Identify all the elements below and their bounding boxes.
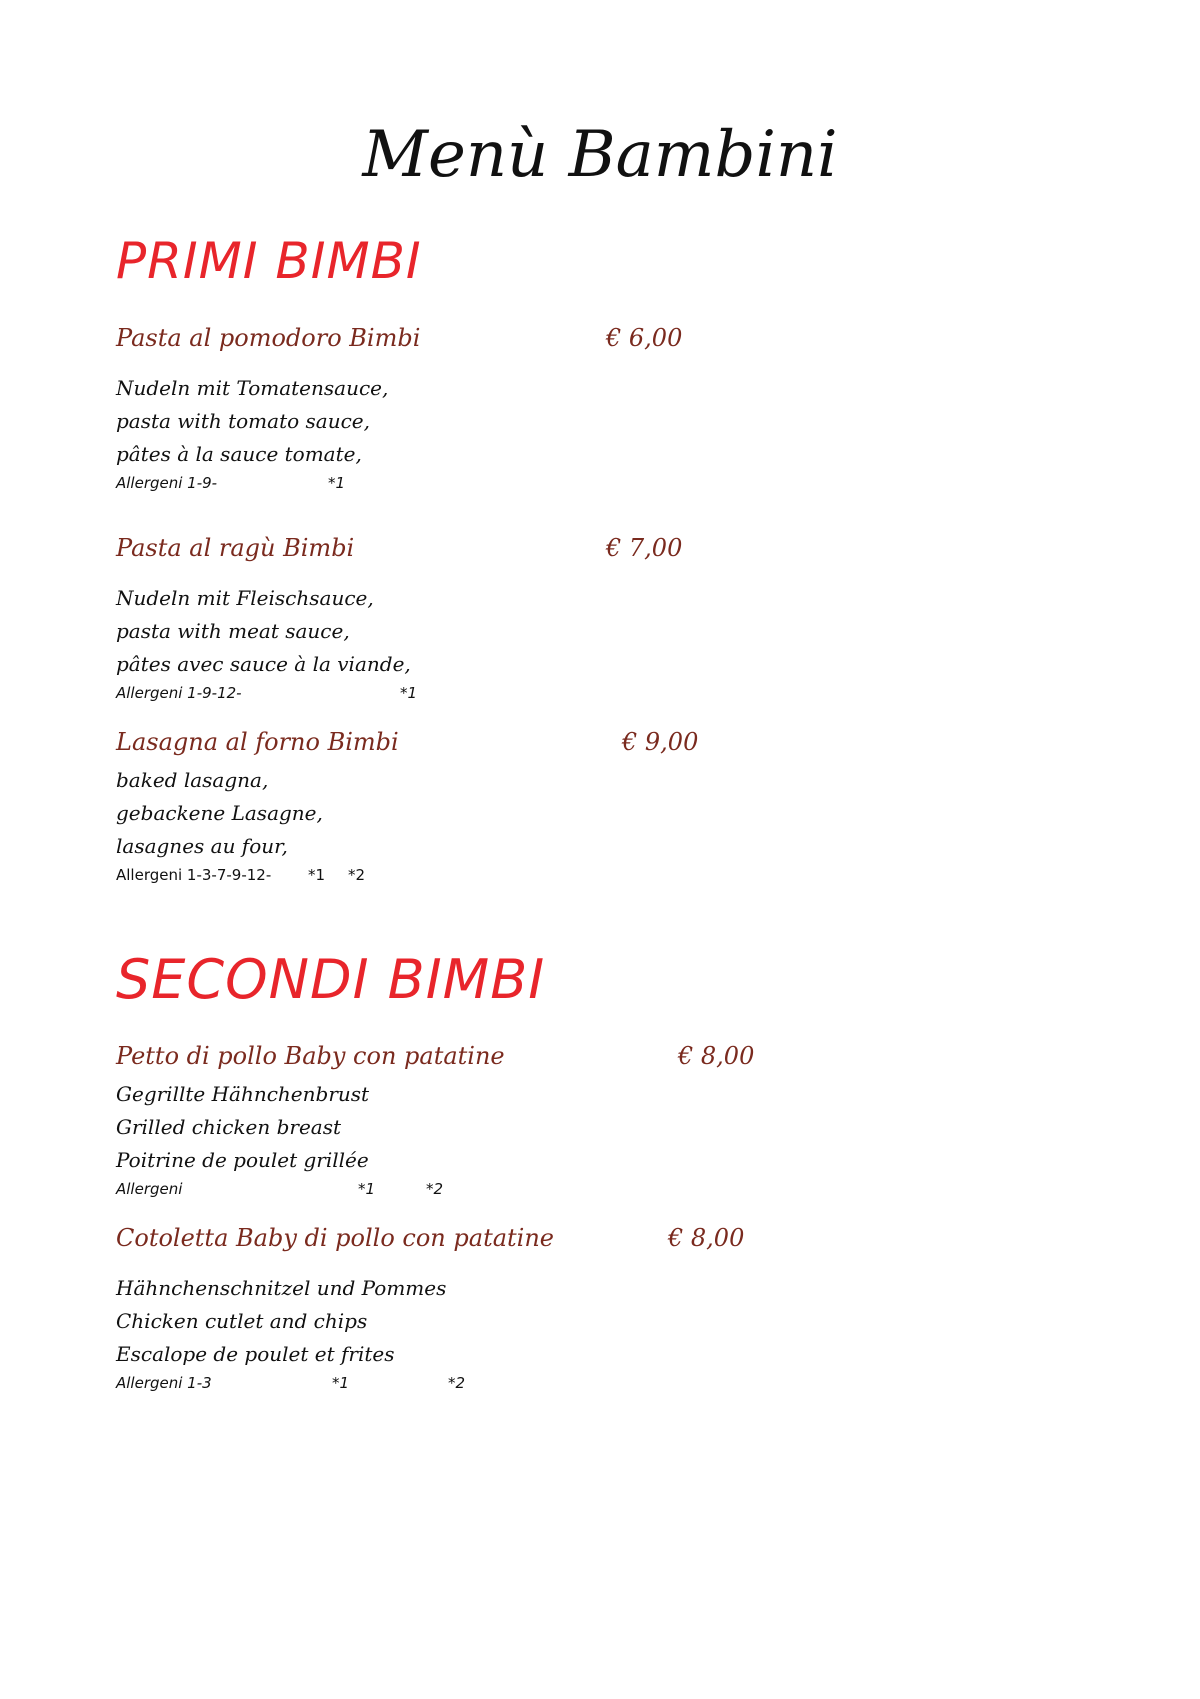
- allergen-marker: *1: [358, 1180, 376, 1198]
- item-price: € 8,00: [668, 1224, 745, 1252]
- item-price: € 8,00: [678, 1042, 755, 1070]
- section-heading-secondi: SECONDI BIMBI: [116, 948, 546, 1011]
- item-description: Chicken cutlet and chips: [116, 1309, 368, 1333]
- item-description: lasagnes au four,: [116, 834, 288, 858]
- allergen-marker: *1: [308, 866, 326, 884]
- item-name: Pasta al pomodoro Bimbi: [116, 324, 421, 352]
- item-price: € 7,00: [606, 534, 683, 562]
- item-name: Pasta al ragù Bimbi: [116, 534, 355, 562]
- item-name: Petto di pollo Baby con patatine: [116, 1042, 505, 1070]
- item-description: Poitrine de poulet grillée: [116, 1148, 369, 1172]
- item-description: Grilled chicken breast: [116, 1115, 342, 1139]
- item-description: pasta with meat sauce,: [116, 619, 350, 643]
- section-heading-primi: PRIMI BIMBI: [116, 232, 422, 290]
- item-allergens: Allergeni 1-9-: [116, 474, 218, 492]
- item-price: € 9,00: [622, 728, 699, 756]
- item-name: Lasagna al forno Bimbi: [116, 728, 399, 756]
- allergen-marker: *1: [328, 474, 346, 492]
- item-description: pâtes à la sauce tomate,: [116, 442, 362, 466]
- allergen-marker: *1: [332, 1374, 350, 1392]
- item-description: Escalope de poulet et frites: [116, 1342, 395, 1366]
- item-description: Gegrillte Hähnchenbrust: [116, 1082, 370, 1106]
- allergen-marker: *2: [348, 866, 366, 884]
- item-description: Nudeln mit Tomatensauce,: [116, 376, 389, 400]
- item-name: Cotoletta Baby di pollo con patatine: [116, 1224, 554, 1252]
- item-allergens: Allergeni 1-3: [116, 1374, 212, 1392]
- item-allergens: Allergeni 1-9-12-: [116, 684, 242, 702]
- menu-title: Menù Bambini: [362, 118, 838, 192]
- item-description: pasta with tomato sauce,: [116, 409, 370, 433]
- item-allergens: Allergeni: [116, 1180, 183, 1198]
- item-allergens: Allergeni 1-3-7-9-12-: [116, 866, 272, 884]
- item-description: Hähnchenschnitzel und Pommes: [116, 1276, 447, 1300]
- item-description: Nudeln mit Fleischsauce,: [116, 586, 374, 610]
- allergen-marker: *2: [426, 1180, 444, 1198]
- item-description: gebackene Lasagne,: [116, 801, 323, 825]
- allergen-marker: *2: [448, 1374, 466, 1392]
- item-description: pâtes avec sauce à la viande,: [116, 652, 411, 676]
- item-price: € 6,00: [606, 324, 683, 352]
- allergen-marker: *1: [400, 684, 418, 702]
- item-description: baked lasagna,: [116, 768, 269, 792]
